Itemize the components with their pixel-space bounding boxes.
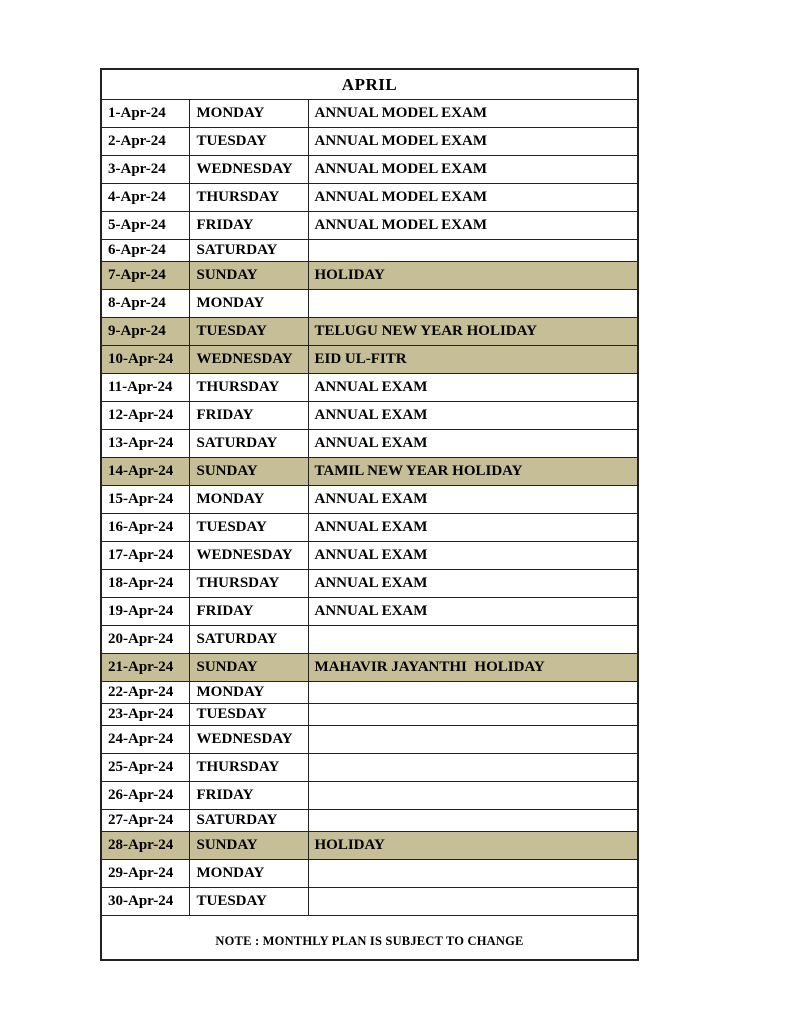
event-cell: TELUGU NEW YEAR HOLIDAY <box>308 318 638 346</box>
date-cell: 20-Apr-24 <box>101 626 189 654</box>
event-cell <box>308 888 638 916</box>
day-cell: WEDNESDAY <box>189 542 308 570</box>
date-cell: 8-Apr-24 <box>101 290 189 318</box>
event-cell <box>308 704 638 726</box>
table-row <box>101 346 638 374</box>
table-row <box>101 430 638 458</box>
note-row <box>101 916 638 961</box>
table-row <box>101 888 638 916</box>
table-row <box>101 262 638 290</box>
event-cell: ANNUAL EXAM <box>308 598 638 626</box>
date-cell: 15-Apr-24 <box>101 486 189 514</box>
day-cell: WEDNESDAY <box>189 346 308 374</box>
day-cell: TUESDAY <box>189 318 308 346</box>
table-row <box>101 514 638 542</box>
table-row <box>101 374 638 402</box>
date-cell: 23-Apr-24 <box>101 704 189 726</box>
month-title-row <box>101 69 638 100</box>
date-cell: 4-Apr-24 <box>101 184 189 212</box>
day-cell: TUESDAY <box>189 704 308 726</box>
table-row <box>101 810 638 832</box>
date-cell: 29-Apr-24 <box>101 860 189 888</box>
event-cell <box>308 860 638 888</box>
event-cell: ANNUAL EXAM <box>308 374 638 402</box>
day-cell: SATURDAY <box>189 240 308 262</box>
day-cell: MONDAY <box>189 860 308 888</box>
day-cell: SATURDAY <box>189 430 308 458</box>
event-cell: ANNUAL EXAM <box>308 570 638 598</box>
day-cell: THURSDAY <box>189 570 308 598</box>
table-row <box>101 290 638 318</box>
event-cell <box>308 810 638 832</box>
date-cell: 3-Apr-24 <box>101 156 189 184</box>
day-cell: THURSDAY <box>189 754 308 782</box>
event-cell <box>308 290 638 318</box>
day-cell: SUNDAY <box>189 832 308 860</box>
event-cell: HOLIDAY <box>308 832 638 860</box>
table-row <box>101 402 638 430</box>
day-cell: FRIDAY <box>189 782 308 810</box>
table-row <box>101 212 638 240</box>
day-cell: MONDAY <box>189 486 308 514</box>
day-cell: SUNDAY <box>189 458 308 486</box>
table-row <box>101 726 638 754</box>
date-cell: 25-Apr-24 <box>101 754 189 782</box>
date-cell: 13-Apr-24 <box>101 430 189 458</box>
rows-container <box>101 100 638 916</box>
date-cell: 18-Apr-24 <box>101 570 189 598</box>
day-cell: SATURDAY <box>189 810 308 832</box>
month-title: APRIL <box>101 69 638 100</box>
day-cell: SUNDAY <box>189 654 308 682</box>
event-cell: ANNUAL EXAM <box>308 514 638 542</box>
event-cell: MAHAVIR JAYANTHI HOLIDAY <box>308 654 638 682</box>
event-cell: ANNUAL MODEL EXAM <box>308 184 638 212</box>
day-cell: THURSDAY <box>189 374 308 402</box>
day-cell: WEDNESDAY <box>189 156 308 184</box>
table-row <box>101 156 638 184</box>
day-cell: FRIDAY <box>189 598 308 626</box>
april-monthly-plan-table <box>100 68 639 961</box>
event-cell: ANNUAL MODEL EXAM <box>308 128 638 156</box>
event-cell: HOLIDAY <box>308 262 638 290</box>
table-row <box>101 860 638 888</box>
day-cell: WEDNESDAY <box>189 726 308 754</box>
event-cell <box>308 626 638 654</box>
date-cell: 27-Apr-24 <box>101 810 189 832</box>
table-row <box>101 682 638 704</box>
date-cell: 21-Apr-24 <box>101 654 189 682</box>
event-cell <box>308 754 638 782</box>
date-cell: 11-Apr-24 <box>101 374 189 402</box>
day-cell: FRIDAY <box>189 212 308 240</box>
day-cell: MONDAY <box>189 682 308 704</box>
table-row <box>101 704 638 726</box>
event-cell: ANNUAL EXAM <box>308 402 638 430</box>
event-cell: ANNUAL EXAM <box>308 430 638 458</box>
date-cell: 19-Apr-24 <box>101 598 189 626</box>
date-cell: 30-Apr-24 <box>101 888 189 916</box>
table-row <box>101 100 638 128</box>
table-row <box>101 832 638 860</box>
day-cell: TUESDAY <box>189 888 308 916</box>
date-cell: 1-Apr-24 <box>101 100 189 128</box>
event-cell <box>308 240 638 262</box>
event-cell: EID UL-FITR <box>308 346 638 374</box>
table-row <box>101 318 638 346</box>
day-cell: MONDAY <box>189 100 308 128</box>
event-cell: ANNUAL EXAM <box>308 542 638 570</box>
date-cell: 2-Apr-24 <box>101 128 189 156</box>
day-cell: TUESDAY <box>189 514 308 542</box>
table-row <box>101 240 638 262</box>
note-text: NOTE : MONTHLY PLAN IS SUBJECT TO CHANGE <box>101 916 638 961</box>
date-cell: 5-Apr-24 <box>101 212 189 240</box>
event-cell: ANNUAL MODEL EXAM <box>308 156 638 184</box>
day-cell: FRIDAY <box>189 402 308 430</box>
table-row <box>101 486 638 514</box>
date-cell: 12-Apr-24 <box>101 402 189 430</box>
table-row <box>101 542 638 570</box>
date-cell: 6-Apr-24 <box>101 240 189 262</box>
event-cell <box>308 682 638 704</box>
date-cell: 14-Apr-24 <box>101 458 189 486</box>
date-cell: 10-Apr-24 <box>101 346 189 374</box>
day-cell: THURSDAY <box>189 184 308 212</box>
table-row <box>101 128 638 156</box>
date-cell: 22-Apr-24 <box>101 682 189 704</box>
event-cell: ANNUAL MODEL EXAM <box>308 212 638 240</box>
date-cell: 7-Apr-24 <box>101 262 189 290</box>
day-cell: SATURDAY <box>189 626 308 654</box>
table-row <box>101 754 638 782</box>
table-row <box>101 626 638 654</box>
event-cell <box>308 782 638 810</box>
date-cell: 28-Apr-24 <box>101 832 189 860</box>
table-row <box>101 570 638 598</box>
day-cell: SUNDAY <box>189 262 308 290</box>
date-cell: 26-Apr-24 <box>101 782 189 810</box>
table-row <box>101 458 638 486</box>
date-cell: 24-Apr-24 <box>101 726 189 754</box>
table-row <box>101 184 638 212</box>
day-cell: TUESDAY <box>189 128 308 156</box>
event-cell: ANNUAL EXAM <box>308 486 638 514</box>
date-cell: 17-Apr-24 <box>101 542 189 570</box>
date-cell: 16-Apr-24 <box>101 514 189 542</box>
table-row <box>101 654 638 682</box>
event-cell <box>308 726 638 754</box>
table-row <box>101 598 638 626</box>
day-cell: MONDAY <box>189 290 308 318</box>
event-cell: ANNUAL MODEL EXAM <box>308 100 638 128</box>
table-row <box>101 782 638 810</box>
date-cell: 9-Apr-24 <box>101 318 189 346</box>
event-cell: TAMIL NEW YEAR HOLIDAY <box>308 458 638 486</box>
